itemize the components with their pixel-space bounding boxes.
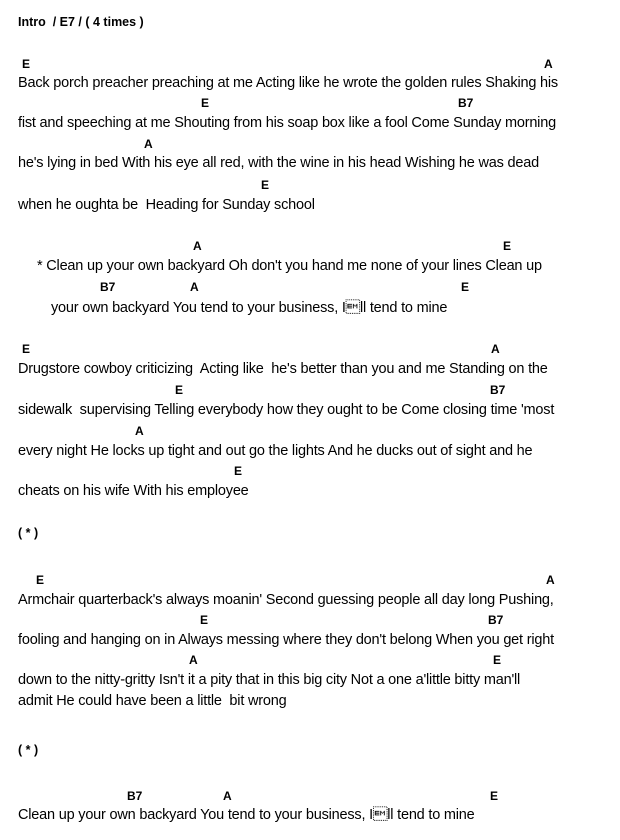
chord: E — [175, 383, 184, 397]
lyric-line: down to the nitty-gritty Isn't it a pity that in this big city Not a one a'little bitty man'll — [18, 672, 521, 688]
lyric-line: Drugstore cowboy criticizing Acting like he's better than you and me Standing on the — [18, 361, 548, 377]
chord: B7 — [458, 96, 474, 110]
lyric-line: * Clean up your own backyard Oh don't you hand me none of your lines Clean up — [37, 258, 542, 274]
lyric-line: admit He could have been a little bit wrong — [18, 693, 287, 709]
lyric-line: fist and speeching at me Shouting from his soap box like a fool Come Sunday morning — [18, 115, 556, 131]
chord: B7 — [490, 383, 506, 397]
chord: B7 — [100, 280, 116, 294]
chord: A — [546, 573, 555, 587]
lyric-line: he's lying in bed With his eye all red, with the wine in his head Wishing he was dead — [18, 155, 539, 171]
chord: A — [190, 280, 199, 294]
chorus-repeat-marker: ( * ) — [18, 743, 39, 757]
chord: A — [544, 57, 553, 71]
chord: A — [135, 424, 144, 438]
chord: E — [234, 464, 243, 478]
chord: B7 — [127, 789, 143, 803]
chord: E — [36, 573, 45, 587]
lyric-line: Armchair quarterback's always moanin' Second guessing people all day long Pushing, — [18, 592, 554, 608]
chord: E — [201, 96, 210, 110]
chorus-repeat-marker: ( * ) — [18, 526, 39, 540]
lyric-line: every night He locks up tight and out go the lights And he ducks out of sight and he — [18, 443, 533, 459]
lyric-line: cheats on his wife With his employee — [18, 483, 249, 499]
lyric-line: fooling and hanging on in Always messing where they don't belong When you get right — [18, 632, 554, 648]
chord: A — [223, 789, 232, 803]
chord: E — [461, 280, 470, 294]
lyric-line: sidewalk supervising Telling everybody how they ought to be Come closing time 'most — [18, 402, 555, 418]
chord: E — [493, 653, 502, 667]
chord: B7 — [488, 613, 504, 627]
lyric-line: your own backyard You tend to your business, Ill tend to mine — [51, 300, 448, 316]
chord: E — [22, 342, 31, 356]
chord: A — [491, 342, 500, 356]
intro-line: Intro / E7 / ( 4 times ) — [18, 15, 144, 29]
lyric-line: when he oughta be Heading for Sunday school — [18, 197, 315, 213]
chord: E — [200, 613, 209, 627]
chord: A — [144, 137, 153, 151]
chord: A — [193, 239, 202, 253]
chord: E — [22, 57, 31, 71]
chord: A — [189, 653, 198, 667]
lyric-line: Back porch preacher preaching at me Acting like he wrote the golden rules Shaking his — [18, 75, 558, 91]
chord: E — [490, 789, 499, 803]
lyric-line: Clean up your own backyard You tend to your business, Ill tend to mine — [18, 807, 475, 823]
chord: E — [261, 178, 270, 192]
chord: E — [503, 239, 512, 253]
